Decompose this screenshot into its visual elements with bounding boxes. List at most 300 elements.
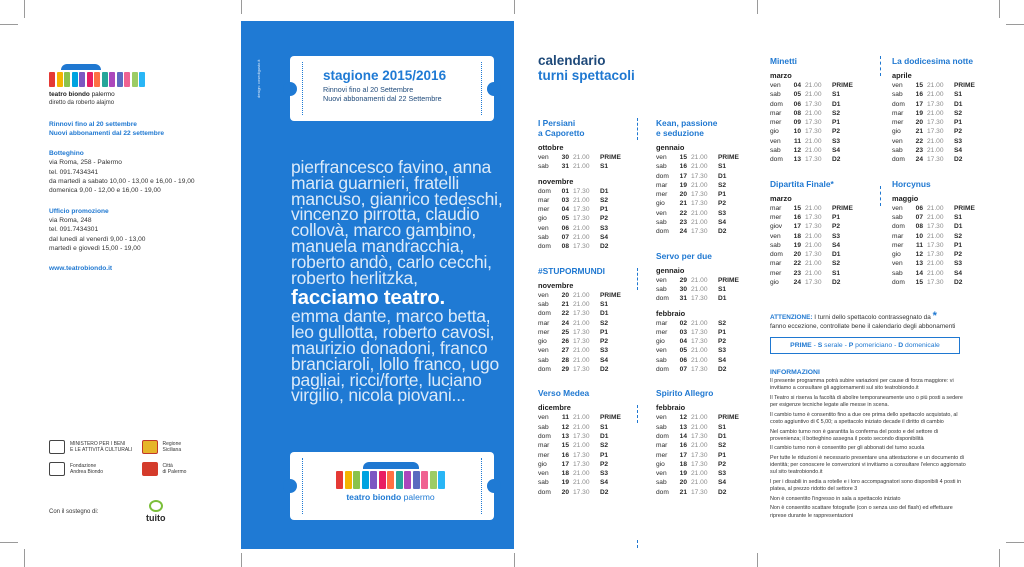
turno-code: P1 <box>718 328 727 336</box>
turno-code: D1 <box>718 172 727 180</box>
performance-row <box>656 328 756 337</box>
show-title: Servo per due <box>656 250 712 261</box>
day-number: 12 <box>915 251 923 259</box>
cast-line: mancuso, gianrico tedeschi, <box>291 188 503 209</box>
turno-code: D1 <box>600 187 609 195</box>
day-number: 18 <box>561 470 569 478</box>
weekday: sab <box>892 213 903 221</box>
weekday: ven <box>892 260 903 268</box>
day-number: 14 <box>679 432 687 440</box>
turno-code: S1 <box>718 285 727 293</box>
turno-code: D1 <box>718 432 727 440</box>
day-number: 31 <box>561 163 569 171</box>
performance-row <box>770 204 875 213</box>
performance-row <box>538 469 633 478</box>
performance-row <box>892 118 1002 127</box>
performance-row <box>770 137 875 146</box>
performance-row <box>892 222 1002 231</box>
weekday: dom <box>656 295 669 303</box>
show-time: 17.30 <box>573 460 590 468</box>
weekday: dom <box>538 366 551 374</box>
info-paragraph: Non è consentito l'ingresso in sala a spettacolo iniziato <box>770 495 901 502</box>
turno-code: P1 <box>954 119 963 127</box>
cast-line: roberto andò, carlo cecchi, <box>291 251 492 272</box>
performance-row <box>656 276 756 285</box>
show-title: Kean, passione <box>656 118 718 128</box>
day-number: 20 <box>561 291 569 299</box>
turno-code: S1 <box>718 423 727 431</box>
show-time: 17.30 <box>573 338 590 346</box>
day-number: 12 <box>561 423 569 431</box>
turno-code: S2 <box>600 319 609 327</box>
show-block <box>538 266 633 375</box>
show-time: 17.30 <box>691 460 708 468</box>
show-time: 17.30 <box>805 223 822 231</box>
day-number: 31 <box>679 295 687 303</box>
show-time: 21.00 <box>691 414 708 422</box>
turno-code: D1 <box>954 223 963 231</box>
weekday: mer <box>538 451 550 459</box>
performance-row <box>892 204 1002 213</box>
info-paragraph: I per i disabili in sedia a rotelle e i loro accompagnatori sono disponibili 4 posti in platea, al prezzo ridotto del settore 3 <box>770 478 962 493</box>
column-divider <box>637 118 638 140</box>
cast-line: virgilio, nicola piovani... <box>291 385 466 406</box>
show-time: 17.30 <box>805 213 822 221</box>
weekday: ven <box>770 232 781 240</box>
turno-code: S3 <box>600 470 609 478</box>
performance-row <box>538 214 633 223</box>
performance-row <box>656 294 756 303</box>
day-number: 15 <box>679 154 687 161</box>
show-time: 21.00 <box>691 347 708 355</box>
performance-row <box>656 181 756 190</box>
calendar-column-1 <box>538 118 633 511</box>
day-number: 03 <box>561 196 569 204</box>
weekday: dom <box>538 187 551 195</box>
weekday: ven <box>656 470 667 478</box>
weekday: gio <box>770 128 779 136</box>
day-number: 04 <box>793 82 801 89</box>
weekday: sab <box>656 423 667 431</box>
ticket-notch <box>283 82 297 96</box>
month-name: gennaio <box>656 265 685 275</box>
show-time: 17.30 <box>691 172 708 180</box>
crop-mark <box>24 0 25 18</box>
day-number: 07 <box>915 213 923 221</box>
show-title: Dipartita Finale* <box>770 178 834 189</box>
website-link[interactable]: www.teatrobiondo.it <box>49 265 113 273</box>
logo-name: teatro biondo palermo <box>49 91 115 98</box>
logo-bar <box>79 72 85 87</box>
weekday: mar <box>770 260 782 268</box>
show-time: 17.30 <box>927 100 944 108</box>
month-name: febbraio <box>656 308 686 318</box>
turno-code: P1 <box>718 451 727 459</box>
ufficio-line: martedì e giovedì 15,00 - 19,00 <box>49 244 141 252</box>
weekday: gio <box>656 338 665 346</box>
turno-code: D2 <box>718 228 727 236</box>
show-time: 21.00 <box>573 291 590 299</box>
sponsor-name: Fondazione <box>70 463 97 469</box>
turno-code: P2 <box>832 223 841 231</box>
turno-code: S2 <box>600 442 609 450</box>
performance-row <box>770 81 875 90</box>
day-number: 10 <box>915 232 923 240</box>
renewal-line: Rinnovi fino al 20 settembre <box>49 120 137 128</box>
sponsor-name: E LE ATTIVITÀ CULTURALI <box>70 447 133 453</box>
performance-row <box>538 205 633 214</box>
performance-row <box>656 199 756 208</box>
show-time: 21.00 <box>805 137 822 145</box>
show-time: 21.00 <box>805 241 822 249</box>
weekday: dom <box>656 172 669 180</box>
day-number: 26 <box>561 338 569 346</box>
crop-mark <box>999 549 1000 567</box>
show-time: 21.00 <box>927 91 944 99</box>
performance-row <box>538 162 633 171</box>
cast-line: emma dante, marco betta, <box>291 306 491 327</box>
cast-line: branciaroli, lollo franco, ugo <box>291 353 500 374</box>
performance-row <box>770 118 875 127</box>
column-divider <box>637 540 638 548</box>
day-number: 15 <box>915 279 923 287</box>
performance-row <box>770 90 875 99</box>
day-number: 08 <box>793 109 801 117</box>
day-number: 06 <box>561 224 569 232</box>
info-paragraph: Il cambio turno non è consentito per gli abbonati del turno scuola <box>770 445 925 452</box>
fondazione-icon <box>49 462 65 476</box>
weekday: dom <box>770 100 783 108</box>
turno-code: S2 <box>832 260 841 268</box>
day-number: 18 <box>679 460 687 468</box>
weekday: mer <box>656 451 668 459</box>
turno-code: P2 <box>832 128 841 136</box>
palermo-logo <box>142 462 235 476</box>
calendar-column-4 <box>892 56 1002 301</box>
show-time: 17.30 <box>573 310 590 318</box>
weekday: mar <box>770 204 782 212</box>
day-number: 18 <box>793 232 801 240</box>
turno-code: D2 <box>600 243 609 251</box>
weekday: mar <box>892 109 904 117</box>
logo-bar <box>370 471 377 489</box>
show-time: 21.00 <box>927 232 944 240</box>
day-number: 22 <box>561 310 569 318</box>
show-time: 21.00 <box>573 300 590 308</box>
performance-row <box>538 196 633 205</box>
month-name: marzo <box>770 71 792 80</box>
day-number: 19 <box>793 241 801 249</box>
weekday: dom <box>770 156 783 164</box>
weekday: sab <box>656 356 667 364</box>
performance-row <box>892 109 1002 118</box>
show-time: 21.00 <box>805 147 822 155</box>
fold-mark <box>757 553 758 567</box>
show-time: 21.00 <box>573 196 590 204</box>
logo-bar <box>362 471 369 489</box>
show-time: 17.30 <box>805 128 822 136</box>
logo-ticket <box>290 452 494 520</box>
turno-code: P2 <box>954 251 963 259</box>
weekday: ven <box>656 154 667 161</box>
show-block <box>538 388 633 497</box>
cast-line: collovà, marco gambino, <box>291 220 477 241</box>
turno-code: D1 <box>832 251 841 259</box>
day-number: 04 <box>679 338 687 346</box>
turno-code: P1 <box>954 241 963 249</box>
show-time: 17.30 <box>927 128 944 136</box>
weekday: mer <box>538 328 550 336</box>
performance-row <box>892 100 1002 109</box>
performance-row <box>538 356 633 365</box>
weekday: giov <box>770 223 783 231</box>
show-time: 21.00 <box>573 479 590 487</box>
day-number: 10 <box>793 128 801 136</box>
performance-row <box>538 224 633 233</box>
ticket-perforation <box>481 458 482 514</box>
turno-code: P1 <box>718 191 727 199</box>
weekday: mar <box>656 181 668 189</box>
day-number: 22 <box>915 137 923 145</box>
day-number: 16 <box>679 442 687 450</box>
day-number: 13 <box>793 156 801 164</box>
design-credit: design: cosedigusto.it <box>256 59 261 98</box>
show-time: 17.30 <box>691 295 708 303</box>
show-time: 21.00 <box>691 356 708 364</box>
weekday: sab <box>538 234 549 242</box>
logo-bar <box>117 72 123 87</box>
crop-mark <box>999 0 1000 18</box>
turno-code: PRIME <box>600 154 621 161</box>
info-paragraph: Il Teatro si riserva la facoltà di abolire temporaneamente uno o più posti a sedere per esigenze tecniche legate alle messe in scena. <box>770 395 963 409</box>
show-time: 17.30 <box>691 191 708 199</box>
info-paragraph: Il presente programma potrà subire variazioni per cause di forza maggiore: vi invitiamo a consultare gli aggiornamenti sul sito teatrobiondo.it <box>770 378 954 392</box>
turno-code: S3 <box>600 224 609 232</box>
logo-bar <box>64 72 70 87</box>
weekday: ven <box>770 137 781 145</box>
turno-code: D1 <box>832 100 841 108</box>
sponsor-name: Regione <box>162 441 182 447</box>
day-number: 14 <box>915 269 923 277</box>
attention-text: fanno eccezione, controllate bene il calendario degli abbonamenti <box>770 322 956 330</box>
show-block <box>770 179 875 288</box>
weekday: sab <box>892 269 903 277</box>
performance-row <box>656 469 756 478</box>
day-number: 23 <box>793 269 801 277</box>
show-time: 21.00 <box>573 224 590 232</box>
teatro-biondo-logo <box>49 64 159 109</box>
turno-code: P2 <box>718 200 727 208</box>
logo-bar <box>94 72 100 87</box>
show-block <box>656 388 756 497</box>
column-divider <box>637 405 638 423</box>
turno-code: S1 <box>954 213 963 221</box>
crop-mark <box>0 24 18 25</box>
turno-code: D1 <box>600 310 609 318</box>
weekday: ven <box>538 291 549 299</box>
city-crest-icon <box>142 462 158 476</box>
contact-panel <box>49 64 234 273</box>
performance-row <box>892 127 1002 136</box>
logo-bar <box>345 471 352 489</box>
ministry-logo <box>49 440 142 454</box>
turno-code: P2 <box>600 338 609 346</box>
weekday: mar <box>770 109 782 117</box>
day-number: 07 <box>561 234 569 242</box>
turno-code: D2 <box>954 279 963 287</box>
performance-row <box>656 285 756 294</box>
season-subtitle <box>323 86 442 103</box>
show-time: 21.00 <box>805 82 822 89</box>
day-number: 19 <box>561 479 569 487</box>
weekday: ven <box>656 209 667 217</box>
performance-row <box>538 291 633 300</box>
show-time: 21.00 <box>573 442 590 450</box>
legend-prime: PRIME <box>790 342 812 349</box>
day-number: 21 <box>915 128 923 136</box>
day-number: 19 <box>679 181 687 189</box>
teatro-biondo-logo <box>336 462 445 502</box>
ticket-notch <box>487 479 501 493</box>
renewal-info <box>49 120 234 139</box>
show-title: #STUPORMUNDI <box>538 265 606 276</box>
show-time: 21.00 <box>805 109 822 117</box>
turno-code: PRIME <box>600 414 621 422</box>
turno-code: S4 <box>832 147 841 155</box>
info-paragraph: Il cambio turno è consentito fino a due ore prima dello spettacolo acquistato, al costo aggiuntivo di € 5,00; a spettacolo iniziato decade il diritto di cambio <box>770 411 958 425</box>
show-time: 21.00 <box>805 260 822 268</box>
turno-code: D2 <box>832 156 841 164</box>
performance-row <box>770 222 875 231</box>
show-time: 17.30 <box>691 432 708 440</box>
show-time: 21.00 <box>573 347 590 355</box>
performance-row <box>656 227 756 236</box>
performance-row <box>656 460 756 469</box>
show-time: 21.00 <box>691 479 708 487</box>
turno-code: S4 <box>718 219 727 227</box>
day-number: 01 <box>561 187 569 195</box>
weekday: sab <box>892 147 903 155</box>
turno-code: S4 <box>600 356 609 364</box>
performance-row <box>770 155 875 164</box>
turno-code: S2 <box>718 181 727 189</box>
day-number: 22 <box>679 209 687 217</box>
day-number: 16 <box>915 91 923 99</box>
month-name: dicembre <box>538 403 571 413</box>
weekday: gio <box>656 460 665 468</box>
show-title: Minetti <box>770 56 797 66</box>
performance-row <box>656 346 756 355</box>
show-time: 17.30 <box>573 366 590 374</box>
logo-bar <box>404 471 411 489</box>
show-time: 21.00 <box>805 91 822 99</box>
calendar-title: calendario <box>538 53 606 68</box>
performance-row <box>656 356 756 365</box>
tuito-name: tuito <box>146 513 166 523</box>
day-number: 13 <box>679 423 687 431</box>
turno-code: S3 <box>954 137 963 145</box>
day-number: 08 <box>915 223 923 231</box>
show-time: 17.30 <box>691 338 708 346</box>
show-time: 21.00 <box>927 147 944 155</box>
performance-row <box>770 146 875 155</box>
column-divider <box>880 186 881 206</box>
show-time: 17.30 <box>927 156 944 164</box>
logo-bar <box>87 72 93 87</box>
turno-code: PRIME <box>954 204 975 212</box>
day-number: 25 <box>561 328 569 336</box>
turno-code: S4 <box>718 479 727 487</box>
show-time: 17.30 <box>927 119 944 127</box>
show-title: Verso Medea <box>538 388 590 399</box>
turno-code: S4 <box>600 479 609 487</box>
show-block <box>770 56 875 165</box>
show-time: 17.30 <box>805 119 822 127</box>
weekday: ven <box>538 154 549 161</box>
show-time: 17.30 <box>691 451 708 459</box>
show-block <box>892 179 1002 288</box>
performance-row <box>892 81 1002 90</box>
weekday: dom <box>656 432 669 440</box>
weekday: mar <box>538 319 550 327</box>
weekday: mer <box>770 213 782 221</box>
season-renewal: Rinnovi fino al 20 Settembre <box>323 85 414 94</box>
day-number: 08 <box>561 243 569 251</box>
fold-mark <box>241 0 242 14</box>
month-name: maggio <box>892 193 919 203</box>
logo-bar <box>72 72 78 87</box>
weekday: gio <box>538 215 547 223</box>
performance-row <box>656 441 756 450</box>
weekday: dom <box>656 366 669 374</box>
day-number: 15 <box>561 442 569 450</box>
legend-separator: - <box>811 342 818 349</box>
month-name: febbraio <box>656 403 686 413</box>
weekday: mar <box>538 442 550 450</box>
legend-d: D <box>898 342 904 349</box>
sponsor-name: Siciliana <box>162 447 182 453</box>
performance-row <box>892 137 1002 146</box>
ticket-notch <box>487 82 501 96</box>
month-name: marzo <box>770 193 792 203</box>
turno-code: P1 <box>600 206 609 214</box>
column-divider <box>637 268 638 290</box>
performance-row <box>538 441 633 450</box>
performance-row <box>656 451 756 460</box>
logo-bars <box>336 471 445 489</box>
performance-row <box>892 250 1002 259</box>
turno-code: S2 <box>718 319 727 327</box>
botteghino-line: tel. 091.7434341 <box>49 168 99 176</box>
show-time: 17.30 <box>691 488 708 496</box>
show-time: 17.30 <box>573 432 590 440</box>
turno-code: D2 <box>600 366 609 374</box>
turno-code: P2 <box>718 460 727 468</box>
day-number: 03 <box>679 328 687 336</box>
turno-code: P2 <box>600 215 609 223</box>
performance-row <box>538 488 633 497</box>
weekday: dom <box>538 243 551 251</box>
crop-mark <box>1006 542 1024 543</box>
attention-text: I turni dello spettacolo contrassegnato da <box>814 314 931 321</box>
legend-p: P <box>848 342 854 349</box>
show-time: 17.30 <box>573 328 590 336</box>
day-number: 29 <box>679 276 687 284</box>
sponsor-name: Città <box>162 463 173 469</box>
weekday: sab <box>656 479 667 487</box>
turno-code: S1 <box>832 269 841 277</box>
logo-bar <box>396 471 403 489</box>
